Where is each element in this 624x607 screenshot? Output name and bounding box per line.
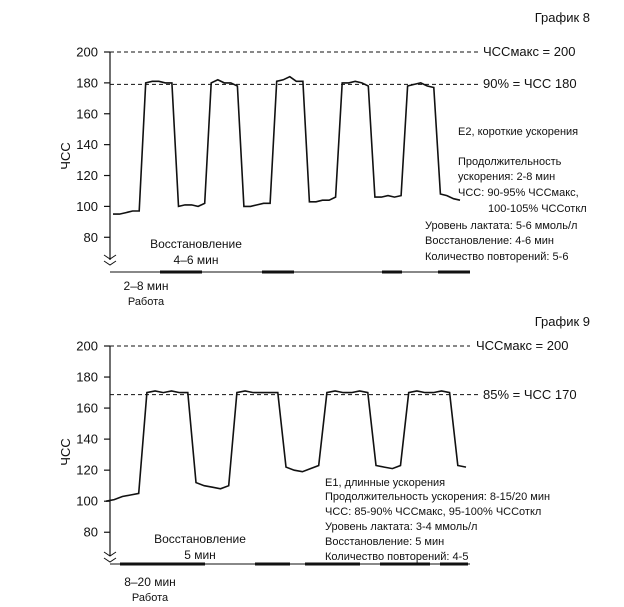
chart-8-title: График 8 (534, 10, 590, 25)
chart-8-time-block (382, 271, 402, 274)
chart-8-time-block (160, 271, 202, 274)
chart-8-recovery-label-1: Восстановление (150, 237, 242, 251)
chart-8-note-8: Количество повторений: 5-6 (425, 251, 569, 263)
chart-8-y-tick-label: 100 (76, 198, 98, 214)
chart-8-y-label: ЧСС (58, 142, 73, 170)
chart-9-y-label: ЧСС (58, 438, 73, 466)
chart-9-note-5: Восстановление: 5 мин (325, 536, 445, 548)
chart-9-note-2: Продолжительность ускорения: 8-15/20 мин (325, 491, 551, 503)
chart-9-ref-label-max: ЧССмакс = 200 (476, 338, 569, 353)
chart-9-y-tick-label: 140 (76, 431, 98, 447)
chart-8-ref-label-90pct: 90% = ЧСС 180 (483, 76, 577, 91)
chart-9-time-block (305, 563, 360, 566)
chart-9-notes (325, 477, 550, 563)
chart-8-y-tick-label: 200 (76, 44, 98, 60)
chart-8-y-tick-label: 140 (76, 137, 98, 153)
chart-8-ref-label-max: ЧССмакс = 200 (483, 44, 576, 59)
chart-8-y-tick-label: 180 (76, 75, 98, 91)
chart-9-note-1: Е1, длинные ускорения (325, 477, 446, 489)
chart-9-y-tick-label: 100 (76, 493, 98, 509)
chart-8-time-block (438, 271, 470, 274)
chart-9-recovery-label-1: Восстановление (154, 532, 246, 546)
chart-8-note-5: 100-105% ЧССоткл (488, 203, 587, 215)
chart-9-y-tick-label: 180 (76, 369, 98, 385)
chart-9-note-3: ЧСС: 85-90% ЧССмакс, 95-100% ЧССоткл (325, 506, 542, 518)
chart-9-recovery-label-2: 5 мин (184, 548, 216, 562)
chart-8-recovery-label-2: 4–6 мин (173, 253, 219, 267)
chart-8-series-line (113, 77, 460, 214)
chart-9-time-block (440, 563, 468, 566)
chart-8-y-tick-label: 80 (83, 229, 98, 245)
chart-8-note-7: Восстановление: 4-6 мин (425, 235, 554, 247)
chart-9-ref-label-85pct: 85% = ЧСС 170 (483, 387, 577, 402)
chart-8-note-4: ЧСС: 90-95% ЧССмакс, (458, 187, 579, 199)
chart-9-y-tick-label: 120 (76, 462, 98, 478)
chart-9-time-block (120, 563, 205, 566)
chart-8-y-tick-label: 160 (76, 106, 98, 122)
chart-9-note-6: Количество повторений: 4-5 (325, 551, 469, 563)
chart-8-notes (425, 126, 587, 263)
chart-9-time-block (255, 563, 290, 566)
chart-8-note-2: Продолжительность (458, 156, 562, 168)
chart-8-note-3: ускорения: 2-8 мин (458, 171, 556, 183)
chart-9-y-tick-label: 160 (76, 400, 98, 416)
chart-9-time-block (380, 563, 430, 566)
chart-9-title: График 9 (534, 314, 590, 329)
chart-8-work-label-1: 2–8 мин (123, 279, 169, 293)
chart-8-y-tick-label: 120 (76, 168, 98, 184)
chart-9-y-tick-label: 200 (76, 338, 98, 354)
chart-9-work-label-1: 8–20 мин (124, 575, 176, 589)
chart-8-note-1: Е2, короткие ускорения (458, 126, 579, 138)
chart-9-y-tick-label: 80 (83, 524, 98, 540)
chart-8 (58, 10, 590, 308)
chart-8-work-label-2: Работа (127, 296, 165, 308)
chart-9-work-label-2: Работа (131, 592, 169, 604)
chart-8-time-block (262, 271, 294, 274)
chart-9-note-4: Уровень лактата: 3-4 ммоль/л (325, 521, 478, 533)
chart-8-note-6: Уровень лактата: 5-6 ммоль/л (425, 220, 578, 232)
chart-9 (58, 314, 590, 604)
